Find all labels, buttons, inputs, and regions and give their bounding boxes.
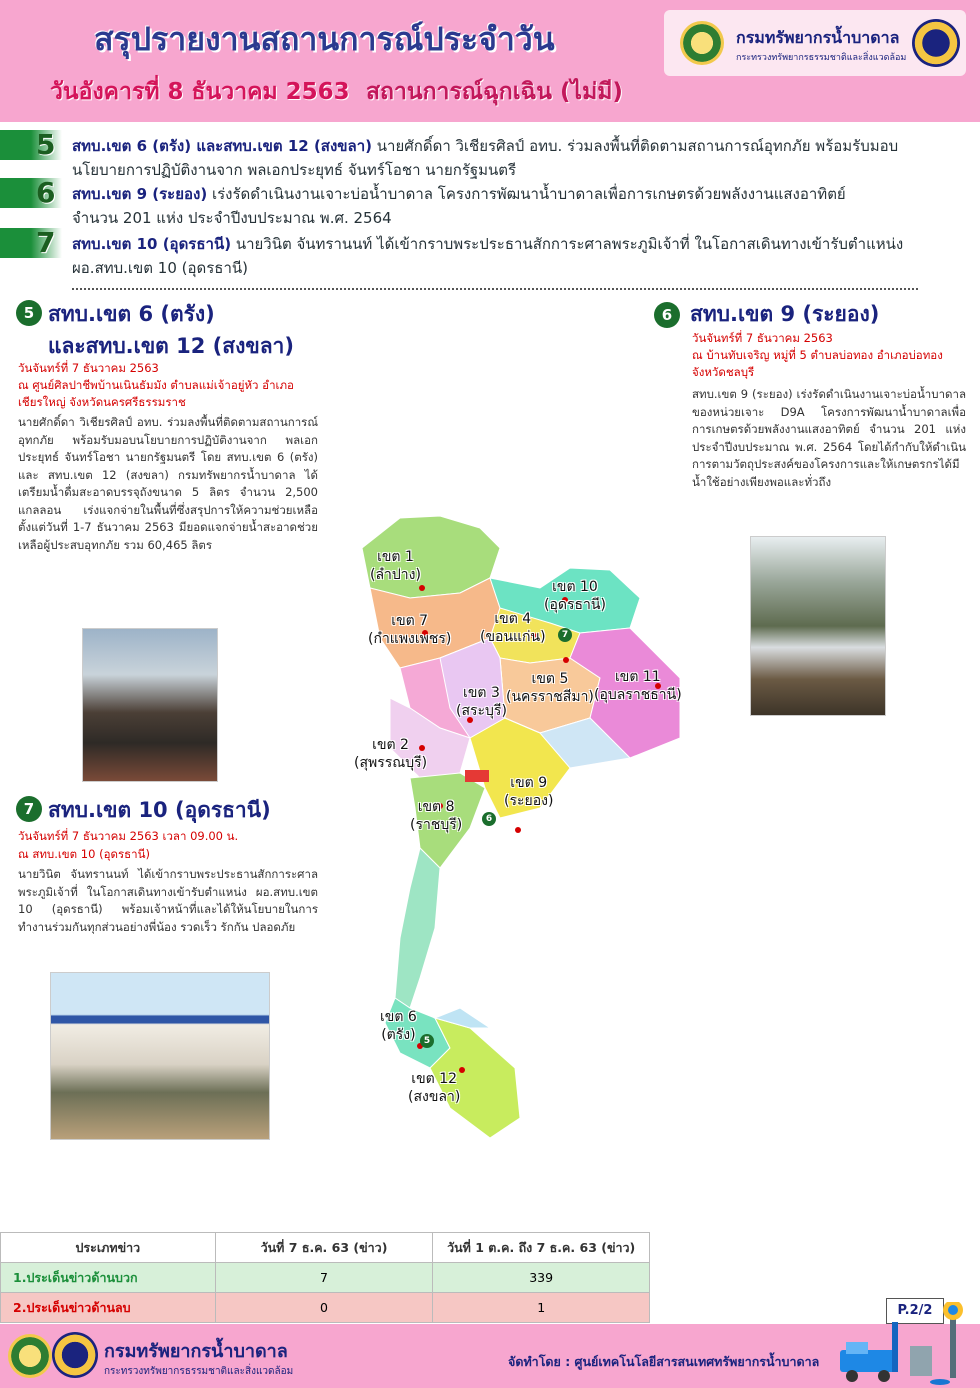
ministry-seal-icon xyxy=(912,19,960,67)
footer-org-name: กรมทรัพยากรน้ำบาดาล xyxy=(104,1341,288,1362)
map-zone-label: เขต 7 (กำแพงเพชร) xyxy=(368,613,452,647)
page-title: สรุปรายงานสถานการณ์ประจำวัน xyxy=(94,20,555,58)
map-zone-label: เขต 6 (ตรัง) xyxy=(380,1009,417,1043)
ministry-seal-icon xyxy=(52,1332,98,1378)
summary-line2: นโยบายการปฏิบัติงานจาก พลเอกประยุทธ์ จันทร์โอชา นายกรัฐมนตรี xyxy=(72,161,517,179)
summary-line1: นายศักดิ์ดา วิเชียรศิลป์ อทบ. ร่วมลงพื้นที่ติดตามสถานการณ์อุทกภัย พร้อมรับมอบ xyxy=(372,137,899,155)
emergency-status: สถานการณ์ฉุกเฉิน (ไม่มี) xyxy=(366,79,623,105)
dotted-divider xyxy=(72,288,918,290)
row-label: 1.ประเด็นข่าวด้านบวก xyxy=(1,1263,216,1293)
map-zone-label: เขต 4 (ขอนแก่น) xyxy=(480,611,546,645)
map-badge: 6 xyxy=(482,812,496,826)
org-logo-box xyxy=(664,10,966,76)
map-zone-label: เขต 2 (สุพรรณบุรี) xyxy=(354,737,428,771)
section-badge: 7 xyxy=(16,796,42,822)
map-badge: 5 xyxy=(420,1034,434,1048)
table-header: วันที่ 1 ต.ค. ถึง 7 ธ.ค. 63 (ข่าว) xyxy=(433,1233,650,1263)
table-header: วันที่ 7 ธ.ค. 63 (ข่าว) xyxy=(215,1233,433,1263)
map-zone-label: เขต 10 (อุดรธานี) xyxy=(544,579,606,613)
org-ministry: กระทรวงทรัพยากรธรรมชาติและสิ่งแวดล้อม xyxy=(736,53,907,63)
thailand-region-map xyxy=(340,508,700,1158)
section7-title: สทบ.เขต 10 (อุดรธานี) xyxy=(48,798,271,822)
table-header-row xyxy=(1,1233,650,1263)
section5-title: สทบ.เขต 6 (ตรัง) xyxy=(48,302,215,326)
summary-lead: สทบ.เขต 10 (อุดรธานี) xyxy=(72,235,232,253)
section7-date: วันจันทร์ที่ 7 ธันวาคม 2563 เวลา 09.00 น. xyxy=(18,829,239,843)
section6-title: สทบ.เขต 9 (ระยอง) xyxy=(690,302,880,326)
summary-line1: นายวินิต จันทรานนท์ ได้เข้ากราบพระประธานสักการะศาลพระภูมิเจ้าที่ ในโอกาสเดินทางเข้ารับตำแหน่ง xyxy=(231,235,904,253)
table-row xyxy=(1,1293,650,1323)
map-zone-label: เขต 9 (ระยอง) xyxy=(504,775,554,809)
map-zone-label: เขต 1 (ลำปาง) xyxy=(370,549,421,583)
summary-line2: ผอ.สทบ.เขต 10 (อุดรธานี) xyxy=(72,259,248,277)
header-banner xyxy=(0,0,980,122)
section-badge: 6 xyxy=(654,302,680,328)
report-date: วันอังคารที่ 8 ธันวาคม 2563 xyxy=(50,79,350,105)
row-total-count: 1 xyxy=(433,1293,650,1323)
section-badge: 5 xyxy=(16,300,42,326)
summary-number: 6 xyxy=(36,176,56,209)
dgr-seal-icon xyxy=(8,1334,52,1378)
summary-line2: จำนวน 201 แห่ง ประจำปีงบประมาณ พ.ศ. 2564 xyxy=(72,209,392,227)
section5-title-2: และสทบ.เขต 12 (สงขลา) xyxy=(48,334,294,358)
section5-body: นายศักดิ์ดา วิเชียรศิลป์ อทบ. ร่วมลงพื้นที่ติดตามสถานการณ์อุทกภัย พร้อมรับมอบนโยบายการปฏิบัติงานจาก พลเอกประยุทธ์ จันทร์โอชา นายกรัฐมนตรี โดย สทบ.เขต 6 (ตรัง) และ สทบ.เขต 12 (สงขลา) กรมทรัพยากรน้ำบาดาล ได้เตรียมน้ำดื่มสะอาดบรรจุถังขนาด 5 ลิตร จำนวน 2,500 แกลลอน เร่งแจกจ่ายในพื้นที่ซึ่งสรุปการให้ความช่วยเหลือตั้งแต่วันที่ 1-7 ธันวาคม 2563 มียอดแจกจ่ายน้ำสะอาดช่วยเหลือผู้ประสบอุทกภัย รวม 60,465 ลิตร xyxy=(18,415,318,552)
section6-photo xyxy=(750,536,886,716)
section6-location: ณ บ้านทับเจริญ หมู่ที่ 5 ตำบลบ่อทอง อำเภอบ่อทอง จังหวัดชลบุรี xyxy=(692,348,943,379)
section5-location: ณ ศูนย์ศิลปาชีพบ้านเนินธัมมัง ตำบลแม่เจ้าอยู่หัว อำเภอเชียรใหญ่ จังหวัดนครศรีธรรมราช xyxy=(18,378,294,409)
map-zone-label: เขต 8 (ราชบุรี) xyxy=(410,799,463,833)
summary-number-bar xyxy=(0,178,62,208)
summary-number: 7 xyxy=(36,226,56,259)
summary-number: 5 xyxy=(36,128,56,161)
table-header: ประเภทข่าว xyxy=(1,1233,216,1263)
footer-credit: จัดทำโดย : ศูนย์เทคโนโลยีสารสนเทศทรัพยากรน้ำบาดาล xyxy=(508,1354,820,1369)
section7-location: ณ สทบ.เขต 10 (อุดรธานี) xyxy=(18,847,150,861)
summary-lead: สทบ.เขต 9 (ระยอง) xyxy=(72,185,208,203)
row-total-count: 339 xyxy=(433,1263,650,1293)
footer-org-ministry: กระทรวงทรัพยากรธรรมชาติและสิ่งแวดล้อม xyxy=(104,1366,294,1377)
summary-line1: เร่งรัดดำเนินงานเจาะบ่อน้ำบาดาล โครงการพัฒนาน้ำบาดาลเพื่อการเกษตรด้วยพลังงานแสงอาทิตย์ xyxy=(207,185,846,203)
drilling-rig-icon xyxy=(832,1302,972,1386)
table-row xyxy=(1,1263,650,1293)
map-zone-label: เขต 5 (นครราชสีมา) xyxy=(506,671,594,705)
summary-item xyxy=(0,178,980,226)
section5-date: วันจันทร์ที่ 7 ธันวาคม 2563 xyxy=(18,361,159,375)
section7-photo xyxy=(50,972,270,1140)
summary-number-bar xyxy=(0,228,62,258)
dgr-seal-icon xyxy=(680,21,724,65)
map-zone-label: เขต 11 (อุบลราชธานี) xyxy=(594,669,682,703)
map-badge: 7 xyxy=(558,628,572,642)
summary-text xyxy=(72,232,952,280)
summary-item xyxy=(0,130,980,178)
org-name: กรมทรัพยากรน้ำบาดาล xyxy=(736,28,900,47)
news-stats-table xyxy=(0,1232,650,1323)
row-label: 2.ประเด็นข่าวด้านลบ xyxy=(1,1293,216,1323)
map-zone-label: เขต 3 (สระบุรี) xyxy=(456,685,507,719)
map-zone-label: เขต 12 (สงขลา) xyxy=(408,1071,461,1105)
summary-number-bar xyxy=(0,130,62,160)
section6-date: วันจันทร์ที่ 7 ธันวาคม 2563 xyxy=(692,331,833,345)
page-number: P.2/2 xyxy=(886,1298,944,1324)
summary-lead: สทบ.เขต 6 (ตรัง) และสทบ.เขต 12 (สงขลา) xyxy=(72,137,372,155)
row-day-count: 0 xyxy=(215,1293,433,1323)
row-day-count: 7 xyxy=(215,1263,433,1293)
section6-body: สทบ.เขต 9 (ระยอง) เร่งรัดดำเนินงานเจาะบ่อน้ำบาดาล ของหน่วยเจาะ D9A โครงการพัฒนาน้ำบาดาลเพื่อการเกษตรด้วยพลังงานแสงอาทิตย์ จำนวน 201 แห่ง ประจำปีงบประมาณ พ.ศ. 2564 โดยได้กำกับให้ดำเนินการตามวัตถุประสงค์ของโครงการและให้เกษตรกรได้มีน้ำใช้อย่างเพียงพอและทั่วถึง xyxy=(692,387,966,489)
section7-body: นายวินิต จันทรานนท์ ได้เข้ากราบพระประธานสักการะศาลพระภูมิเจ้าที่ ในโอกาสเดินทางเข้ารับตำแหน่ง ผอ.สทบ.เขต 10 (อุดรธานี) พร้อมเจ้าหน้าที่และได้ให้นโยบายในการทำงานร่วมกันทุกส่วนอย่างพี่น้อง รวดเร็ว รักกัน ปลอดภัย xyxy=(18,867,318,934)
thailand-map-shape xyxy=(340,508,700,1158)
summary-text xyxy=(72,182,952,230)
section5-photo xyxy=(82,628,218,782)
summary-text xyxy=(72,134,952,182)
summary-item xyxy=(0,228,980,276)
